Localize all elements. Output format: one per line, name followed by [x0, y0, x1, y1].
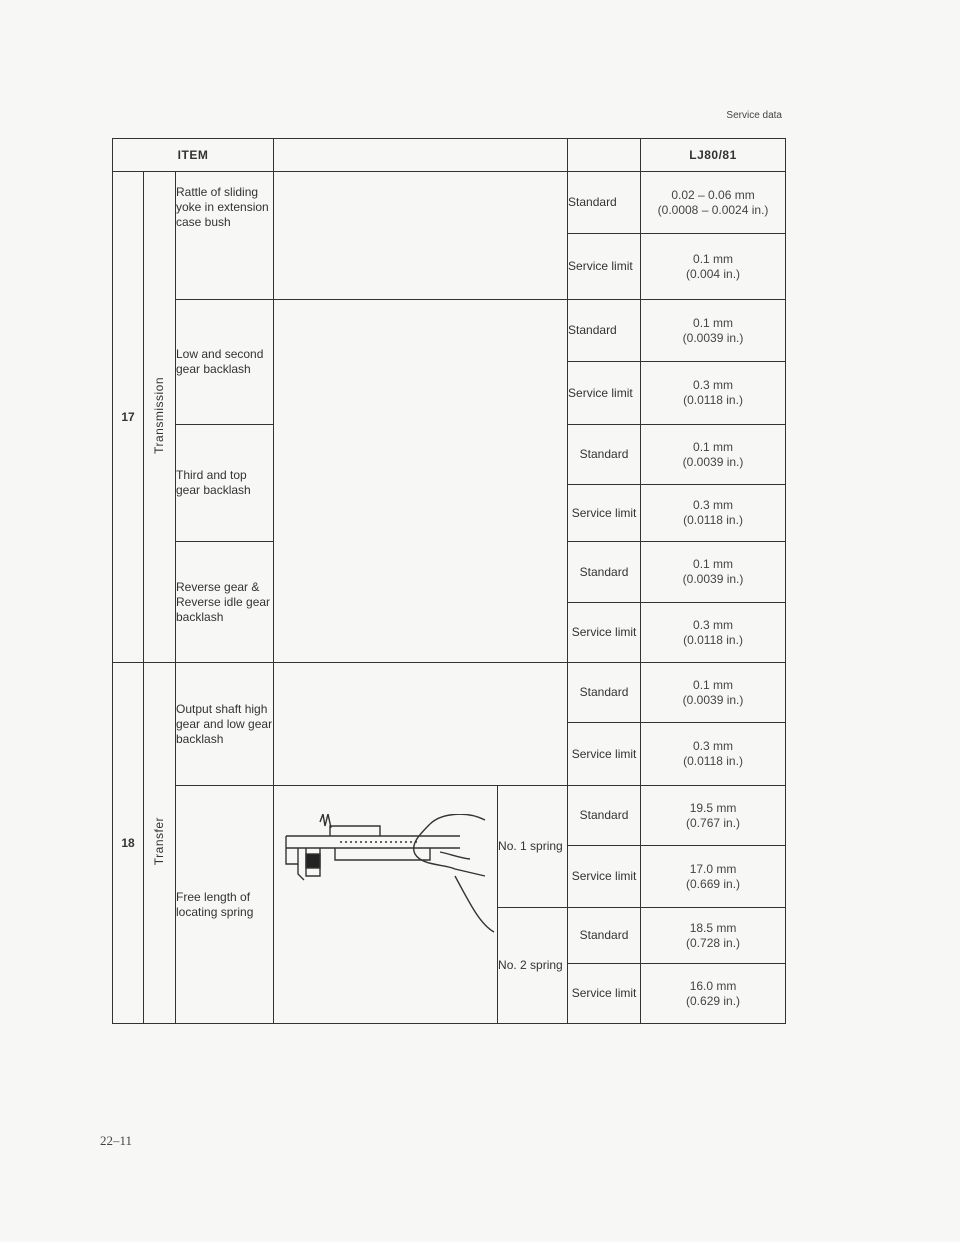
- standard-value: 0.1 mm (0.0039 in.): [641, 663, 786, 723]
- standard-value: 18.5 mm (0.728 in.): [641, 908, 786, 964]
- section-header: Service data: [726, 110, 782, 121]
- blank-header: [274, 139, 568, 172]
- item-header: ITEM: [113, 139, 274, 172]
- service-limit-label: Service limit: [568, 485, 641, 542]
- item-name: Low and second gear backlash: [176, 300, 274, 425]
- group-name: Transfer: [144, 663, 176, 1024]
- item-name: Rattle of sliding yoke in extension case bush: [176, 172, 274, 300]
- spring-name: No. 2 spring: [498, 908, 568, 1024]
- page-number: 22–11: [100, 1133, 133, 1148]
- service-limit-label: Service limit: [568, 964, 641, 1024]
- group-number: 18: [113, 663, 144, 1024]
- blank-header-2: [568, 139, 641, 172]
- service-limit-value: 16.0 mm (0.629 in.): [641, 964, 786, 1024]
- illustration-cell: [274, 300, 568, 663]
- standard-value: 0.1 mm (0.0039 in.): [641, 300, 786, 362]
- item-name: Free length of locating spring: [176, 786, 274, 1024]
- standard-label: Standard: [568, 300, 641, 362]
- standard-value: 0.02 – 0.06 mm (0.0008 – 0.0024 in.): [641, 172, 786, 234]
- service-limit-label: Service limit: [568, 846, 641, 908]
- standard-label: Standard: [568, 908, 641, 964]
- standard-value: 0.1 mm (0.0039 in.): [641, 542, 786, 603]
- spring-name: No. 1 spring: [498, 786, 568, 908]
- item-name: Reverse gear & Reverse idle gear backlash: [176, 542, 274, 663]
- service-limit-label: Service limit: [568, 723, 641, 786]
- service-limit-label: Service limit: [568, 234, 641, 300]
- service-limit-value: 0.3 mm (0.0118 in.): [641, 485, 786, 542]
- vernier-caliper-illustration: [280, 814, 495, 934]
- group-name: Transmission: [144, 172, 176, 663]
- service-limit-value: 17.0 mm (0.669 in.): [641, 846, 786, 908]
- service-limit-value: 0.3 mm (0.0118 in.): [641, 362, 786, 425]
- service-limit-label: Service limit: [568, 603, 641, 663]
- illustration-cell: [274, 172, 568, 300]
- standard-label: Standard: [568, 542, 641, 603]
- item-name: Output shaft high gear and low gear backlash: [176, 663, 274, 786]
- service-limit-label: Service limit: [568, 362, 641, 425]
- standard-label: Standard: [568, 172, 641, 234]
- item-name: Third and top gear backlash: [176, 425, 274, 542]
- illustration-cell: [274, 663, 568, 786]
- standard-label: Standard: [568, 425, 641, 485]
- illustration-cell: [274, 786, 498, 1024]
- service-limit-value: 0.1 mm (0.004 in.): [641, 234, 786, 300]
- model-header: LJ80/81: [641, 139, 786, 172]
- group-number: 17: [113, 172, 144, 663]
- standard-value: 0.1 mm (0.0039 in.): [641, 425, 786, 485]
- service-limit-value: 0.3 mm (0.0118 in.): [641, 603, 786, 663]
- standard-value: 19.5 mm (0.767 in.): [641, 786, 786, 846]
- standard-label: Standard: [568, 663, 641, 723]
- service-data-table: [112, 138, 786, 1024]
- service-limit-value: 0.3 mm (0.0118 in.): [641, 723, 786, 786]
- standard-label: Standard: [568, 786, 641, 846]
